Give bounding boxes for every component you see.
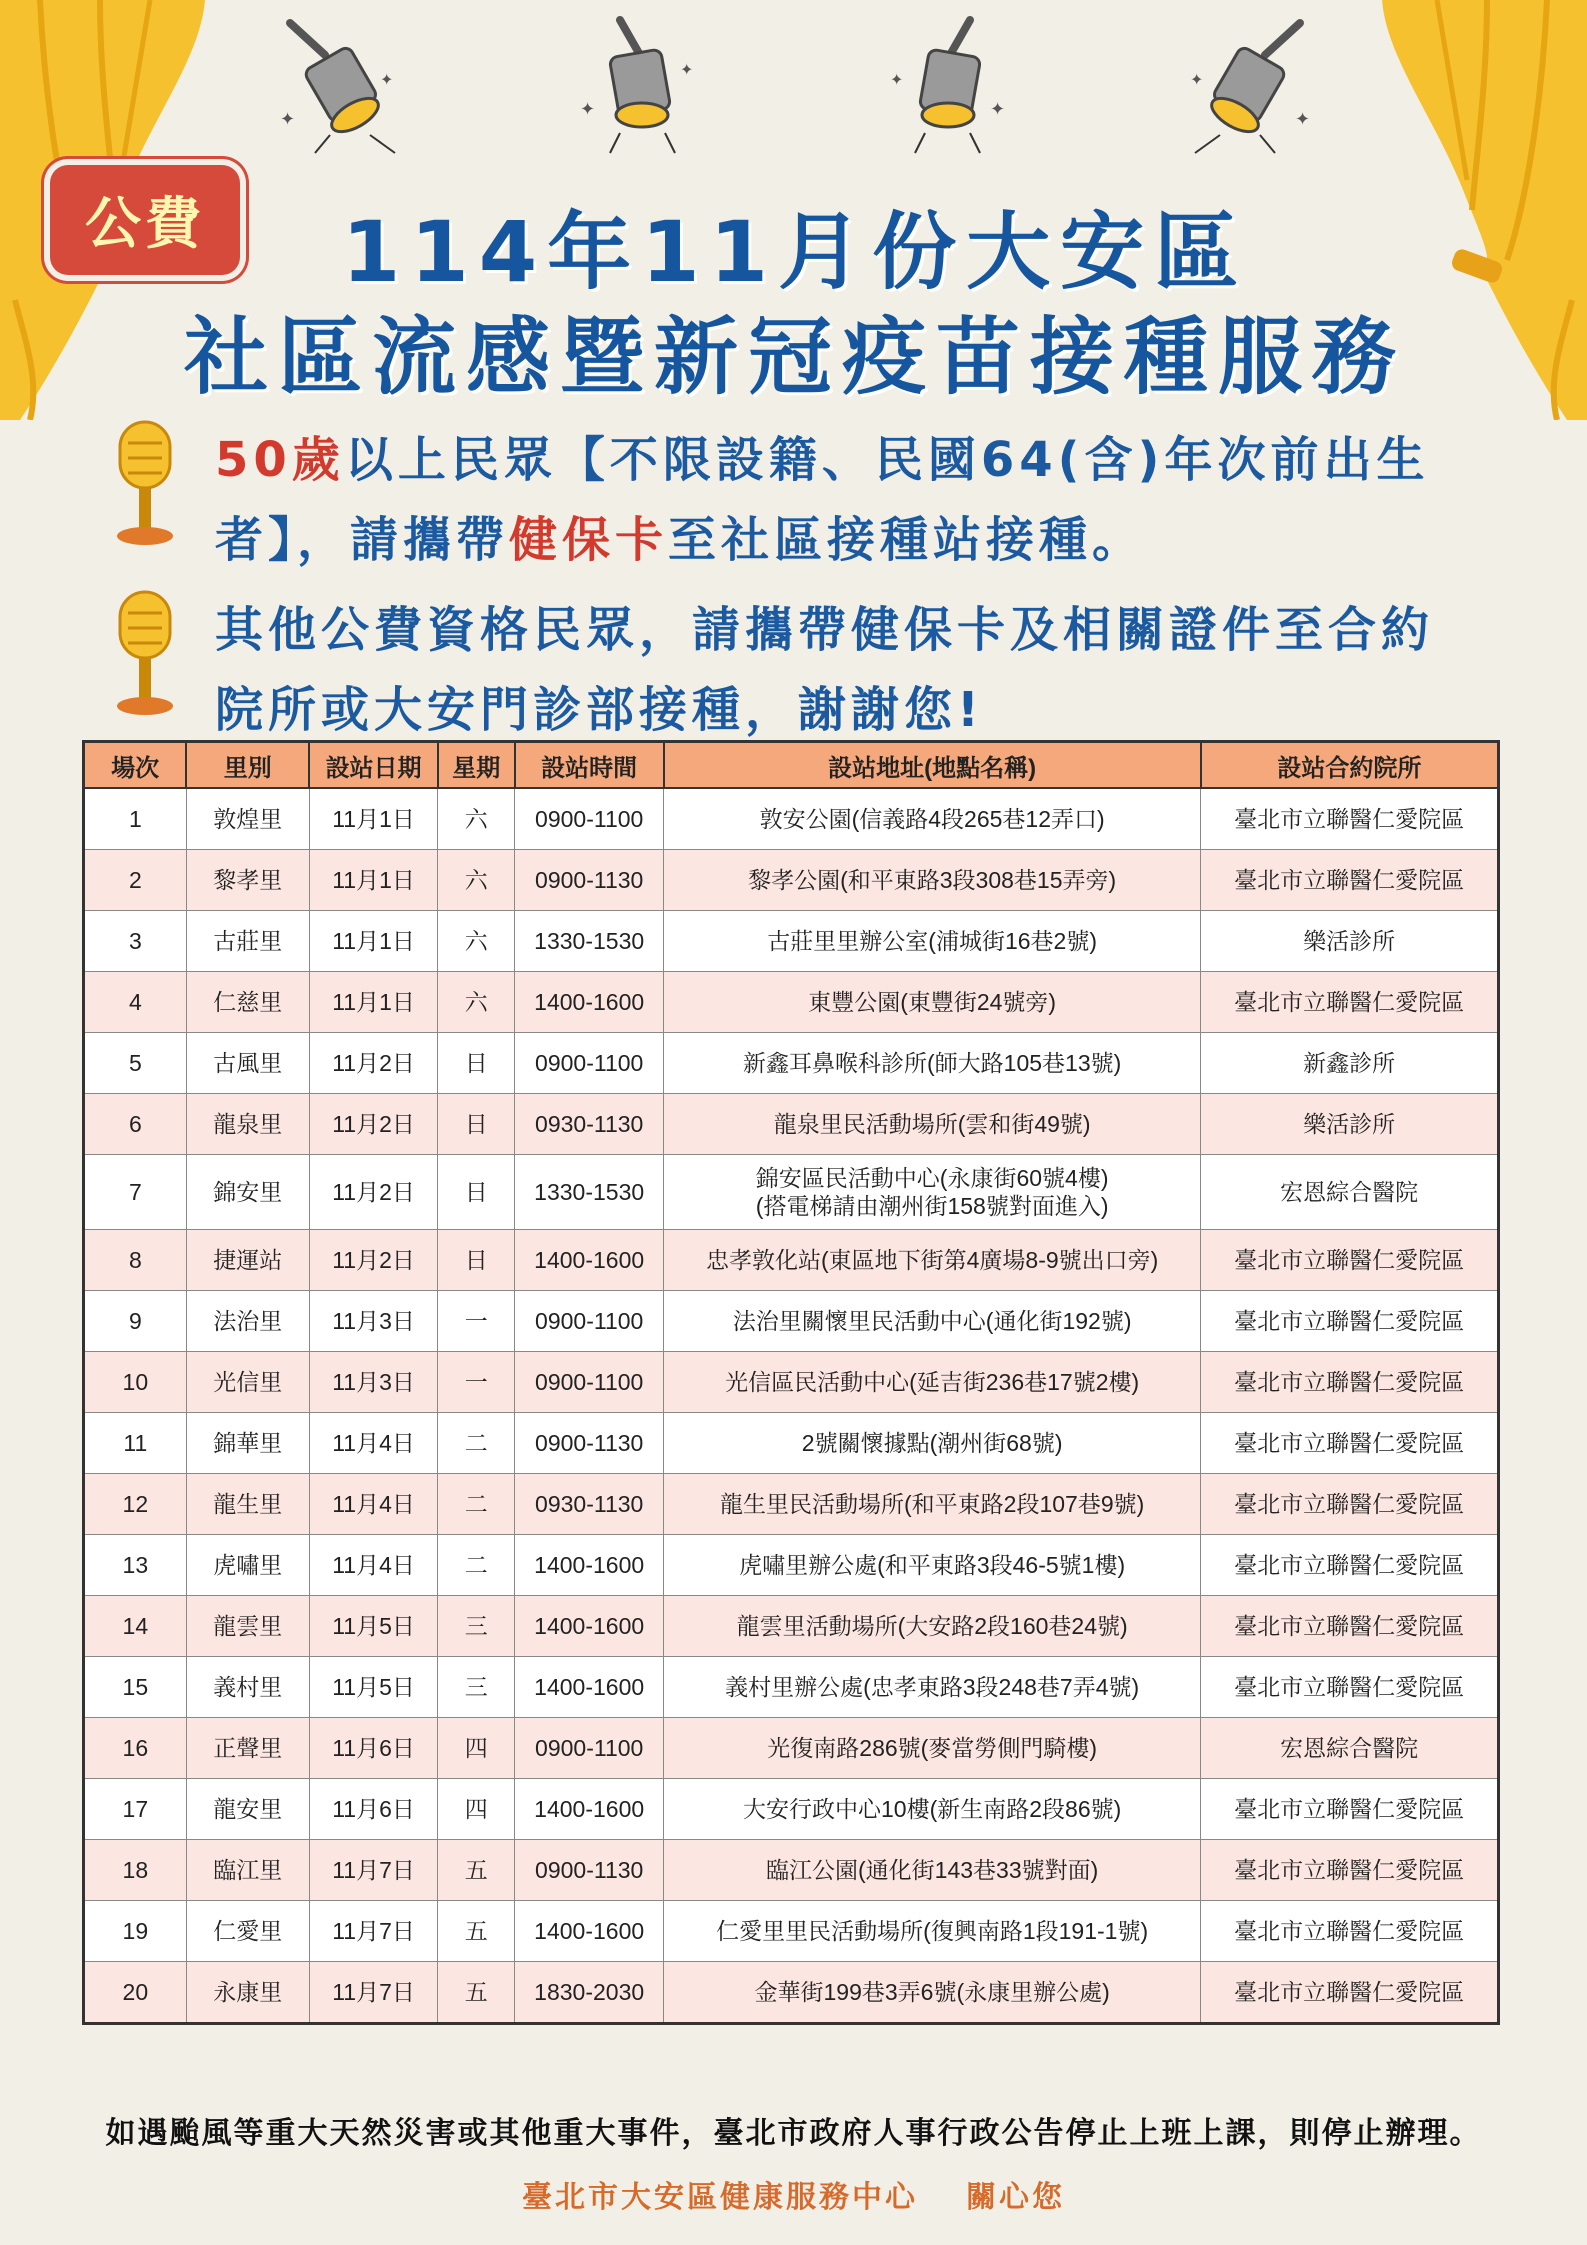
svg-text:✦: ✦ xyxy=(890,70,904,89)
table-row xyxy=(84,1155,1499,1230)
cell-clinic: 臺北市立聯醫仁愛院區 xyxy=(1201,1962,1499,2024)
cell-village: 龍安里 xyxy=(186,1779,309,1840)
cell-weekday: 日 xyxy=(438,1094,515,1155)
cell-address: 忠孝敦化站(東區地下街第4廣場8-9號出口旁) xyxy=(664,1230,1201,1291)
table-row xyxy=(84,1901,1499,1962)
cell-village: 黎孝里 xyxy=(186,850,309,911)
cell-village: 敦煌里 xyxy=(186,788,309,850)
cell-address: 臨江公園(通化街143巷33號對面) xyxy=(664,1840,1201,1901)
cell-time: 1400-1600 xyxy=(515,1901,664,1962)
cell-date: 11月4日 xyxy=(309,1413,437,1474)
cell-session: 8 xyxy=(84,1230,187,1291)
svg-text:✦: ✦ xyxy=(580,99,596,120)
cell-address: 龍雲里活動場所(大安路2段160巷24號) xyxy=(664,1596,1201,1657)
cell-session: 14 xyxy=(84,1596,187,1657)
header-weekday: 星期 xyxy=(438,742,515,789)
cell-date: 11月7日 xyxy=(309,1840,437,1901)
table-row xyxy=(84,1352,1499,1413)
cell-date: 11月3日 xyxy=(309,1352,437,1413)
cell-clinic: 宏恩綜合醫院 xyxy=(1201,1718,1499,1779)
table-row xyxy=(84,1535,1499,1596)
cell-clinic: 臺北市立聯醫仁愛院區 xyxy=(1201,1596,1499,1657)
cell-time: 0900-1130 xyxy=(515,850,664,911)
cell-village: 錦安里 xyxy=(186,1155,309,1230)
table-row xyxy=(84,1962,1499,2024)
svg-text:✦: ✦ xyxy=(380,70,394,89)
table-row xyxy=(84,911,1499,972)
cell-village: 古莊里 xyxy=(186,911,309,972)
header-village: 里別 xyxy=(186,742,309,789)
spotlight-icon xyxy=(570,15,710,155)
cell-clinic: 樂活診所 xyxy=(1201,911,1499,972)
cell-date: 11月1日 xyxy=(309,972,437,1033)
cell-address: 仁愛里里民活動場所(復興南路1段191-1號) xyxy=(664,1901,1201,1962)
cell-time: 0900-1130 xyxy=(515,1840,664,1901)
cell-clinic: 宏恩綜合醫院 xyxy=(1201,1155,1499,1230)
cell-time: 0900-1100 xyxy=(515,1291,664,1352)
cell-weekday: 六 xyxy=(438,911,515,972)
table-row xyxy=(84,1413,1499,1474)
cell-session: 12 xyxy=(84,1474,187,1535)
cell-session: 18 xyxy=(84,1840,187,1901)
cell-village: 捷運站 xyxy=(186,1230,309,1291)
cell-address: 虎嘯里辦公處(和平東路3段46-5號1樓) xyxy=(664,1535,1201,1596)
header-date: 設站日期 xyxy=(309,742,437,789)
cell-time: 1400-1600 xyxy=(515,1596,664,1657)
organization-name: 臺北市大安區健康服務中心 xyxy=(522,2180,918,2215)
public-funded-badge: 公費 xyxy=(50,165,240,275)
cell-clinic: 臺北市立聯醫仁愛院區 xyxy=(1201,788,1499,850)
cell-clinic: 臺北市立聯醫仁愛院區 xyxy=(1201,1352,1499,1413)
cell-weekday: 一 xyxy=(438,1352,515,1413)
cell-village: 龍雲里 xyxy=(186,1596,309,1657)
cell-address: 龍泉里民活動場所(雲和街49號) xyxy=(664,1094,1201,1155)
svg-text:✦: ✦ xyxy=(680,60,694,79)
cell-weekday: 四 xyxy=(438,1779,515,1840)
table-row xyxy=(84,1474,1499,1535)
table-row xyxy=(84,1230,1499,1291)
cell-village: 臨江里 xyxy=(186,1840,309,1901)
header-address: 設站地址(地點名稱) xyxy=(664,742,1201,789)
cell-date: 11月3日 xyxy=(309,1291,437,1352)
cell-time: 1400-1600 xyxy=(515,1535,664,1596)
cell-session: 3 xyxy=(84,911,187,972)
header-clinic: 設站合約院所 xyxy=(1201,742,1499,789)
cell-weekday: 二 xyxy=(438,1535,515,1596)
cell-clinic: 臺北市立聯醫仁愛院區 xyxy=(1201,850,1499,911)
cell-clinic: 臺北市立聯醫仁愛院區 xyxy=(1201,1901,1499,1962)
cell-session: 5 xyxy=(84,1033,187,1094)
cell-date: 11月4日 xyxy=(309,1474,437,1535)
cell-village: 永康里 xyxy=(186,1962,309,2024)
cell-session: 19 xyxy=(84,1901,187,1962)
footer-org-line xyxy=(0,2172,1587,2216)
cell-weekday: 五 xyxy=(438,1840,515,1901)
cell-date: 11月5日 xyxy=(309,1657,437,1718)
cell-weekday: 六 xyxy=(438,972,515,1033)
cell-time: 0900-1100 xyxy=(515,1033,664,1094)
cell-clinic: 臺北市立聯醫仁愛院區 xyxy=(1201,1413,1499,1474)
cell-village: 古風里 xyxy=(186,1033,309,1094)
page-title: 114年11月份大安區 xyxy=(341,203,1249,301)
cell-session: 10 xyxy=(84,1352,187,1413)
cell-address: 光信區民活動中心(延吉街236巷17號2樓) xyxy=(664,1352,1201,1413)
page-subtitle: 社區流感暨新冠疫苗接種服務 xyxy=(183,308,1406,406)
cell-village: 仁愛里 xyxy=(186,1901,309,1962)
cell-date: 11月2日 xyxy=(309,1033,437,1094)
cell-date: 11月6日 xyxy=(309,1718,437,1779)
table-row xyxy=(84,1094,1499,1155)
cell-date: 11月7日 xyxy=(309,1901,437,1962)
cell-session: 20 xyxy=(84,1962,187,2024)
cell-session: 15 xyxy=(84,1657,187,1718)
cell-clinic: 臺北市立聯醫仁愛院區 xyxy=(1201,1840,1499,1901)
table-row xyxy=(84,788,1499,850)
cell-session: 4 xyxy=(84,972,187,1033)
eligibility-text-end: 至社區接種站接種。 xyxy=(668,512,1146,568)
cell-village: 錦華里 xyxy=(186,1413,309,1474)
cell-address: 龍生里民活動場所(和平東路2段107巷9號) xyxy=(664,1474,1201,1535)
cell-session: 6 xyxy=(84,1094,187,1155)
cell-clinic: 樂活診所 xyxy=(1201,1094,1499,1155)
nhi-card-highlight: 健保卡 xyxy=(509,512,669,568)
age-highlight: 50歲 xyxy=(215,432,345,488)
cell-time: 0900-1100 xyxy=(515,1352,664,1413)
microphone-icon xyxy=(110,588,180,718)
table-row xyxy=(84,1291,1499,1352)
care-text: 關心您 xyxy=(966,2180,1065,2215)
svg-text:✦: ✦ xyxy=(990,99,1006,120)
cell-clinic: 臺北市立聯醫仁愛院區 xyxy=(1201,1657,1499,1718)
svg-text:✦: ✦ xyxy=(280,109,296,130)
cell-address: 2號關懷據點(潮州街68號) xyxy=(664,1413,1201,1474)
cell-session: 2 xyxy=(84,850,187,911)
cell-weekday: 日 xyxy=(438,1230,515,1291)
other-eligibility-notice: 其他公費資格民眾，請攜帶健保卡及相關證件至合約院所或大安門診部接種，謝謝您! xyxy=(215,602,1435,738)
cell-address: 錦安區民活動中心(永康街60號4樓) (搭電梯請由潮州街158號對面進入) xyxy=(664,1155,1201,1230)
cell-date: 11月1日 xyxy=(309,911,437,972)
cell-village: 光信里 xyxy=(186,1352,309,1413)
table-row xyxy=(84,1840,1499,1901)
cell-session: 17 xyxy=(84,1779,187,1840)
cell-date: 11月2日 xyxy=(309,1094,437,1155)
cell-date: 11月5日 xyxy=(309,1596,437,1657)
eligibility-notice xyxy=(215,420,1485,580)
cell-session: 13 xyxy=(84,1535,187,1596)
disclaimer-text: 如遇颱風等重大天然災害或其他重大事件，臺北市政府人事行政公告停止上班上課，則停止辦理。 xyxy=(105,2116,1482,2151)
cell-village: 虎嘯里 xyxy=(186,1535,309,1596)
svg-text:✦: ✦ xyxy=(1190,70,1204,89)
cell-clinic: 臺北市立聯醫仁愛院區 xyxy=(1201,1230,1499,1291)
cell-date: 11月7日 xyxy=(309,1962,437,2024)
cell-session: 9 xyxy=(84,1291,187,1352)
cell-weekday: 一 xyxy=(438,1291,515,1352)
cell-time: 1830-2030 xyxy=(515,1962,664,2024)
cell-village: 龍生里 xyxy=(186,1474,309,1535)
svg-text:✦: ✦ xyxy=(1295,109,1311,130)
cell-weekday: 五 xyxy=(438,1901,515,1962)
cell-session: 11 xyxy=(84,1413,187,1474)
cell-clinic: 臺北市立聯醫仁愛院區 xyxy=(1201,972,1499,1033)
table-row xyxy=(84,972,1499,1033)
cell-clinic: 臺北市立聯醫仁愛院區 xyxy=(1201,1474,1499,1535)
cell-weekday: 六 xyxy=(438,788,515,850)
cell-address: 古莊里里辦公室(浦城街16巷2號) xyxy=(664,911,1201,972)
cell-session: 16 xyxy=(84,1718,187,1779)
cell-weekday: 日 xyxy=(438,1033,515,1094)
header-session: 場次 xyxy=(84,742,187,789)
cell-village: 仁慈里 xyxy=(186,972,309,1033)
cell-address: 敦安公園(信義路4段265巷12弄口) xyxy=(664,788,1201,850)
cell-address: 新鑫耳鼻喉科診所(師大路105巷13號) xyxy=(664,1033,1201,1094)
cell-village: 龍泉里 xyxy=(186,1094,309,1155)
spotlight-icon xyxy=(880,15,1020,155)
spotlight-icon xyxy=(270,15,410,155)
cell-session: 7 xyxy=(84,1155,187,1230)
cell-time: 1400-1600 xyxy=(515,1657,664,1718)
header-time: 設站時間 xyxy=(515,742,664,789)
eligibility-text: 以上民眾【不限設籍、民國64(含)年次前出生者】，請攜帶 xyxy=(215,432,1430,568)
cell-time: 0930-1130 xyxy=(515,1474,664,1535)
cell-time: 0930-1130 xyxy=(515,1094,664,1155)
microphone-icon xyxy=(110,418,180,548)
cell-time: 1400-1600 xyxy=(515,1779,664,1840)
cell-date: 11月1日 xyxy=(309,788,437,850)
cell-clinic: 臺北市立聯醫仁愛院區 xyxy=(1201,1291,1499,1352)
cell-clinic: 臺北市立聯醫仁愛院區 xyxy=(1201,1535,1499,1596)
cell-village: 法治里 xyxy=(186,1291,309,1352)
cell-time: 1330-1530 xyxy=(515,911,664,972)
cell-time: 1330-1530 xyxy=(515,1155,664,1230)
cell-date: 11月4日 xyxy=(309,1535,437,1596)
cell-address: 大安行政中心10樓(新生南路2段86號) xyxy=(664,1779,1201,1840)
cell-address: 金華街199巷3弄6號(永康里辦公處) xyxy=(664,1962,1201,2024)
cell-clinic: 新鑫診所 xyxy=(1201,1033,1499,1094)
table-row xyxy=(84,1779,1499,1840)
cell-weekday: 六 xyxy=(438,850,515,911)
cell-address: 黎孝公園(和平東路3段308巷15弄旁) xyxy=(664,850,1201,911)
cell-time: 1400-1600 xyxy=(515,972,664,1033)
cell-weekday: 二 xyxy=(438,1413,515,1474)
cell-address: 東豐公園(東豐街24號旁) xyxy=(664,972,1201,1033)
cell-date: 11月2日 xyxy=(309,1230,437,1291)
cell-session: 1 xyxy=(84,788,187,850)
cell-time: 0900-1130 xyxy=(515,1413,664,1474)
table-row xyxy=(84,850,1499,911)
table-row xyxy=(84,1657,1499,1718)
table-row xyxy=(84,1033,1499,1094)
cell-weekday: 五 xyxy=(438,1962,515,2024)
cell-date: 11月6日 xyxy=(309,1779,437,1840)
cell-clinic: 臺北市立聯醫仁愛院區 xyxy=(1201,1779,1499,1840)
cell-weekday: 四 xyxy=(438,1718,515,1779)
cell-date: 11月1日 xyxy=(309,850,437,911)
cell-village: 義村里 xyxy=(186,1657,309,1718)
cell-date: 11月2日 xyxy=(309,1155,437,1230)
cell-address: 義村里辦公處(忠孝東路3段248巷7弄4號) xyxy=(664,1657,1201,1718)
cell-weekday: 二 xyxy=(438,1474,515,1535)
cell-weekday: 三 xyxy=(438,1657,515,1718)
cell-weekday: 日 xyxy=(438,1155,515,1230)
cell-address: 法治里關懷里民活動中心(通化街192號) xyxy=(664,1291,1201,1352)
cell-village: 正聲里 xyxy=(186,1718,309,1779)
cell-time: 0900-1100 xyxy=(515,788,664,850)
table-row xyxy=(84,1718,1499,1779)
spotlight-icon xyxy=(1180,15,1320,155)
cell-time: 1400-1600 xyxy=(515,1230,664,1291)
table-header-row xyxy=(84,742,1499,789)
cell-weekday: 三 xyxy=(438,1596,515,1657)
vaccination-schedule-table xyxy=(82,740,1500,2025)
cell-time: 0900-1100 xyxy=(515,1718,664,1779)
table-row xyxy=(84,1596,1499,1657)
cell-address: 光復南路286號(麥當勞側門騎樓) xyxy=(664,1718,1201,1779)
